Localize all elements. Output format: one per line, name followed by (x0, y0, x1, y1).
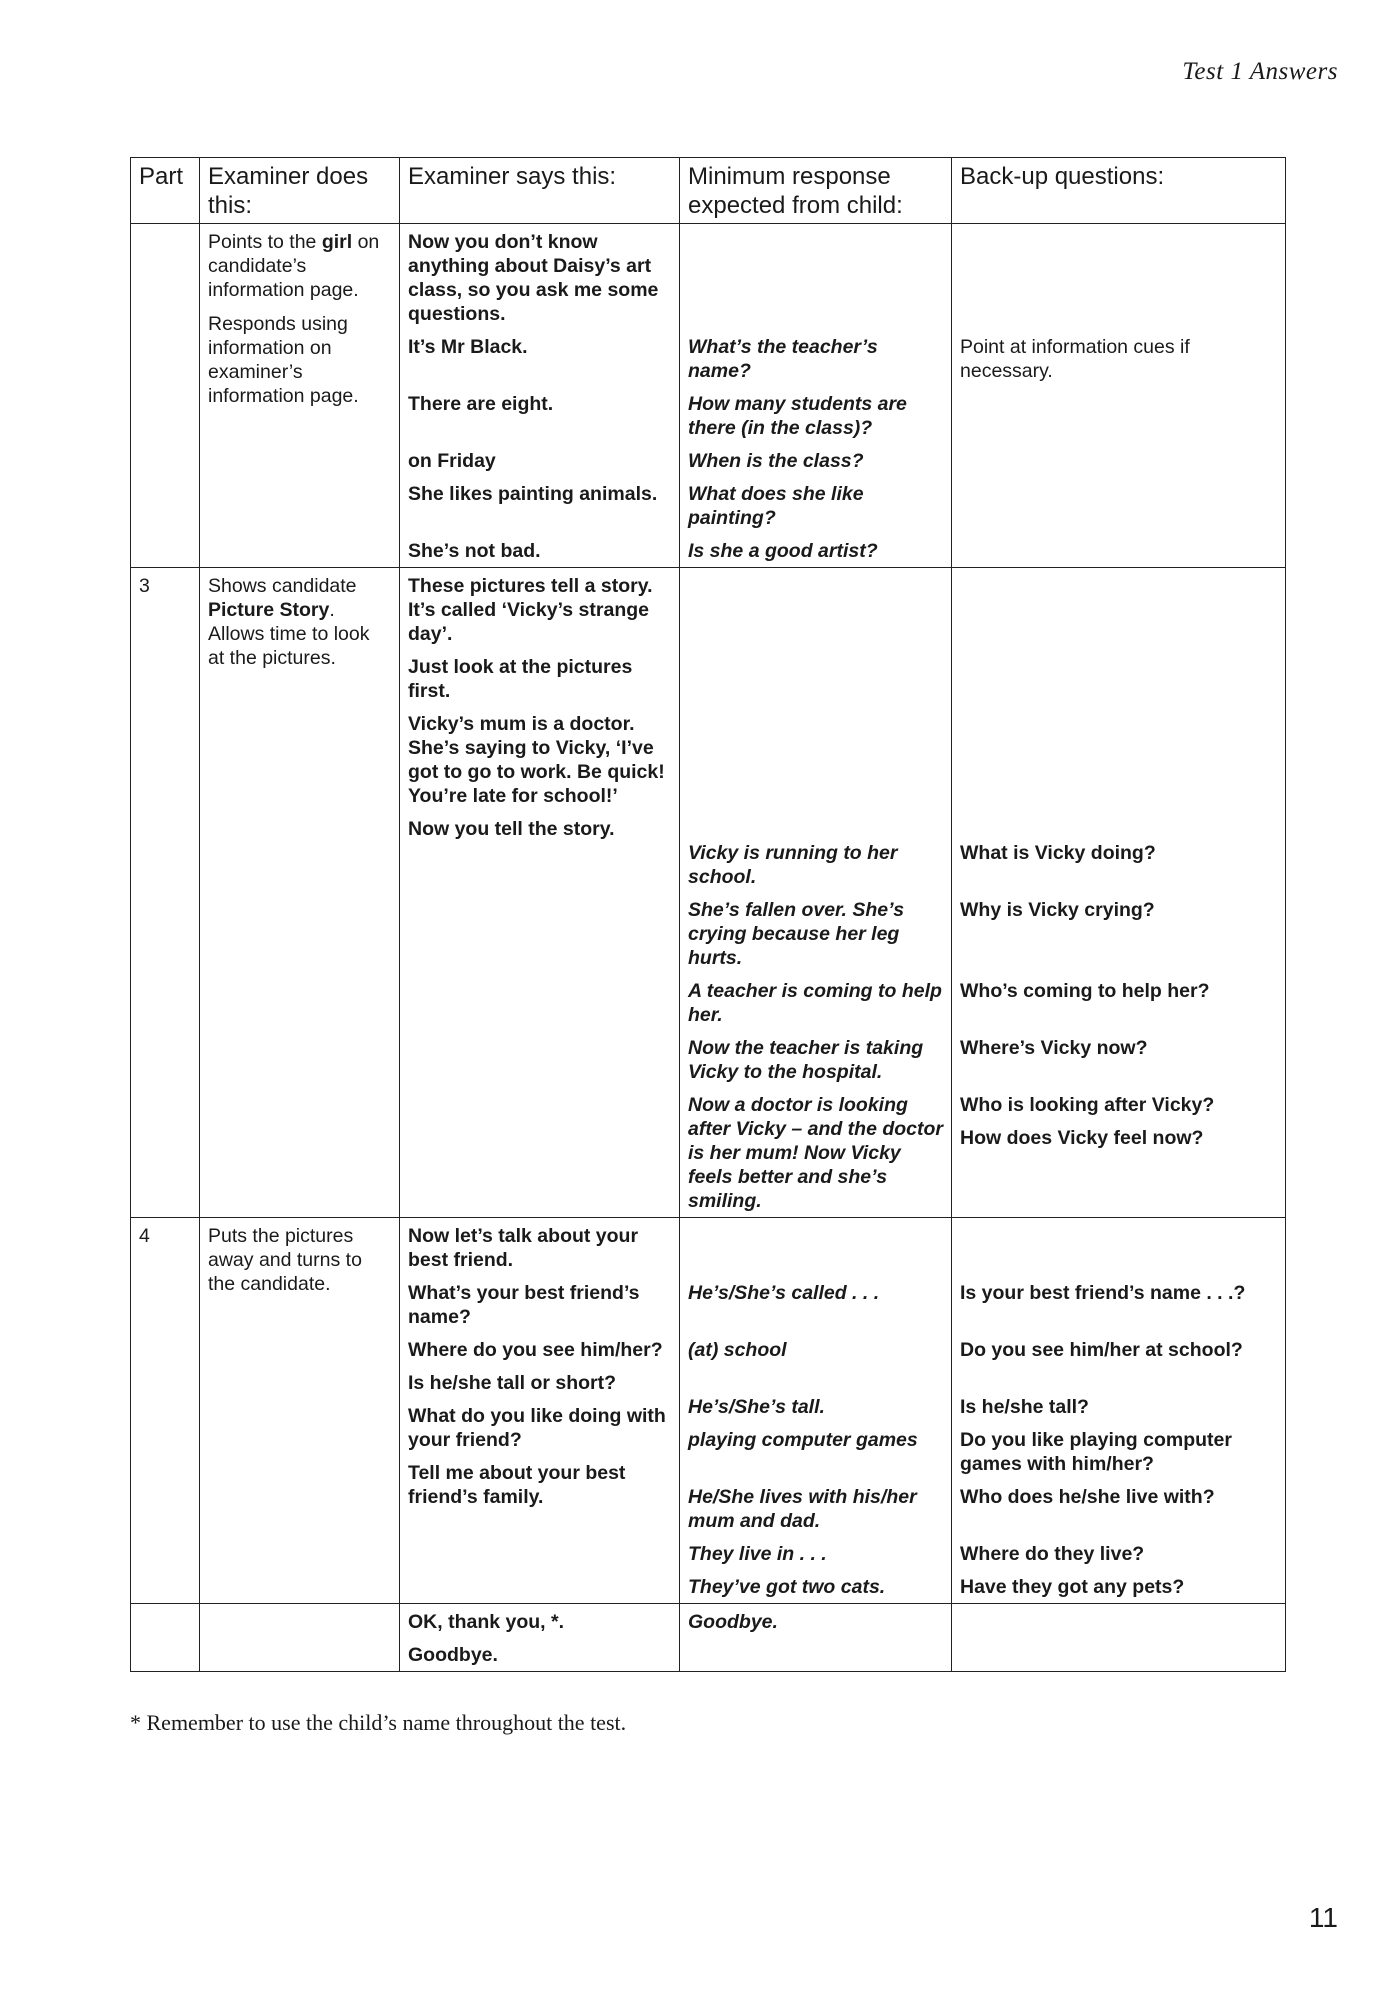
part4-backup-2: Is he/she tall? (960, 1396, 1089, 1418)
part3-row (131, 568, 1286, 1218)
part4-says-1: Where do you see him/her? (408, 1339, 663, 1361)
closing-says-cell (400, 1604, 680, 1672)
part3-says-0: These pictures tell a story. It’s called ‘Vicky’s strange day’. (408, 575, 653, 645)
part2-says-2: on Friday (408, 450, 496, 472)
header-examiner-does: Examiner does this: (200, 158, 400, 224)
part2-response-3: What does she like painting? (688, 483, 864, 529)
part2-does-respond: Responds using information on examiner’s information page. (208, 313, 359, 407)
header-examiner-says: Examiner says this: (400, 158, 680, 224)
part3-backup-5: How does Vicky feel now? (960, 1127, 1204, 1149)
part4-row (131, 1218, 1286, 1604)
closing-number-cell (131, 1604, 200, 1672)
part2-row (131, 224, 1286, 568)
part4-response-3: playing computer games (688, 1429, 918, 1451)
answers-table (130, 157, 1286, 1672)
part2-number-cell (131, 224, 200, 568)
part4-response-cell (680, 1218, 952, 1604)
part4-says-2: Is he/she tall or short? (408, 1372, 617, 1394)
part3-says-2: Vicky’s mum is a doctor. She’s saying to Vicky, ‘I’ve got to go to work. Be quick! You’re late for school!’ (408, 713, 665, 807)
closing-says-thanks: OK, thank you, *. (408, 1611, 565, 1633)
closing-response: Goodbye. (688, 1611, 778, 1633)
part2-says-intro: Now you don’t know anything about Daisy’s art class, so you ask me some questions. (408, 231, 659, 325)
part4-backup-4: Who does he/she live with? (960, 1486, 1215, 1508)
part4-says-0: What’s your best friend’s name? (408, 1282, 640, 1328)
header-part: Part (131, 158, 200, 224)
closing-says-goodbye: Goodbye. (408, 1644, 498, 1666)
part3-backup-3: Where’s Vicky now? (960, 1037, 1148, 1059)
part3-number: 3 (131, 568, 200, 1218)
part4-backup-0: Is your best friend’s name . . .? (960, 1282, 1246, 1304)
part4-backup-1: Do you see him/her at school? (960, 1339, 1243, 1361)
part3-backup-0: What is Vicky doing? (960, 842, 1156, 864)
closing-does-cell (200, 1604, 400, 1672)
part4-response-4: He/She lives with his/her mum and dad. (688, 1486, 917, 1532)
part2-backup-cell (952, 224, 1286, 568)
part4-says-4: Tell me about your best friend’s family. (408, 1462, 626, 1508)
part4-response-6: They’ve got two cats. (688, 1576, 886, 1598)
part2-does-point: Points to the girl on candidate’s information page. (208, 231, 380, 301)
part3-response-4: Now a doctor is looking after Vicky – and the doctor is her mum! Now Vicky feels better and she’s smiling. (688, 1094, 944, 1212)
part2-response-1: How many students are there (in the class)? (688, 393, 907, 439)
part2-says-1: There are eight. (408, 393, 554, 415)
part3-response-3: Now the teacher is taking Vicky to the hospital. (688, 1037, 924, 1083)
part4-says-intro: Now let’s talk about your best friend. (408, 1225, 639, 1271)
part3-backup-4: Who is looking after Vicky? (960, 1094, 1215, 1116)
part4-does: Puts the pictures away and turns to the candidate. (208, 1225, 362, 1295)
part2-does-cell (200, 224, 400, 568)
header-row (131, 158, 1286, 224)
part3-backup-1: Why is Vicky crying? (960, 899, 1155, 921)
footnote: * Remember to use the child’s name throughout the test. (130, 1710, 627, 1735)
part4-backup-cell (952, 1218, 1286, 1604)
part2-says-0: It’s Mr Black. (408, 336, 528, 358)
part4-says-cell (400, 1218, 680, 1604)
part4-backup-5: Where do they live? (960, 1543, 1145, 1565)
running-head: Test 1 Answers (1182, 58, 1338, 85)
part4-backup-3: Do you like playing computer games with him/her? (960, 1429, 1232, 1475)
part3-says-cell (400, 568, 680, 1218)
header-minimum-response: Minimum response expected from child: (680, 158, 952, 224)
part2-says-4: She’s not bad. (408, 540, 541, 562)
part3-response-cell (680, 568, 952, 1218)
part3-response-0: Vicky is running to her school. (688, 842, 898, 888)
part4-backup-6: Have they got any pets? (960, 1576, 1185, 1598)
part4-number: 4 (131, 1218, 200, 1604)
part3-response-1: She’s fallen over. She’s crying because her leg hurts. (688, 899, 905, 969)
part3-says-1: Just look at the pictures first. (408, 656, 633, 702)
closing-response-cell (680, 1604, 952, 1672)
part4-does-cell (200, 1218, 400, 1604)
header-backup-questions: Back-up questions: (952, 158, 1286, 224)
part2-response-0: What’s the teacher’s name? (688, 336, 878, 382)
part3-response-2: A teacher is coming to help her. (688, 980, 942, 1026)
part2-backup: Point at information cues if necessary. (960, 336, 1190, 382)
part2-response-4: Is she a good artist? (688, 540, 878, 562)
part2-says-cell (400, 224, 680, 568)
part2-response-cell (680, 224, 952, 568)
part4-response-2: He’s/She’s tall. (688, 1396, 825, 1418)
part3-does: Shows candidate Picture Story. Allows time to look at the pictures. (208, 575, 370, 669)
part2-says-3: She likes painting animals. (408, 483, 658, 505)
part4-response-1: (at) school (688, 1339, 787, 1361)
part3-says-3: Now you tell the story. (408, 818, 615, 840)
part3-backup-cell (952, 568, 1286, 1218)
part4-says-3: What do you like doing with your friend? (408, 1405, 666, 1451)
closing-row (131, 1604, 1286, 1672)
part4-response-5: They live in . . . (688, 1543, 827, 1565)
page-number: 11 (1308, 1902, 1338, 1933)
part3-does-cell (200, 568, 400, 1218)
part4-response-0: He’s/She’s called . . . (688, 1282, 880, 1304)
part2-response-2: When is the class? (688, 450, 864, 472)
part3-backup-2: Who’s coming to help her? (960, 980, 1210, 1002)
closing-backup-cell (952, 1604, 1286, 1672)
